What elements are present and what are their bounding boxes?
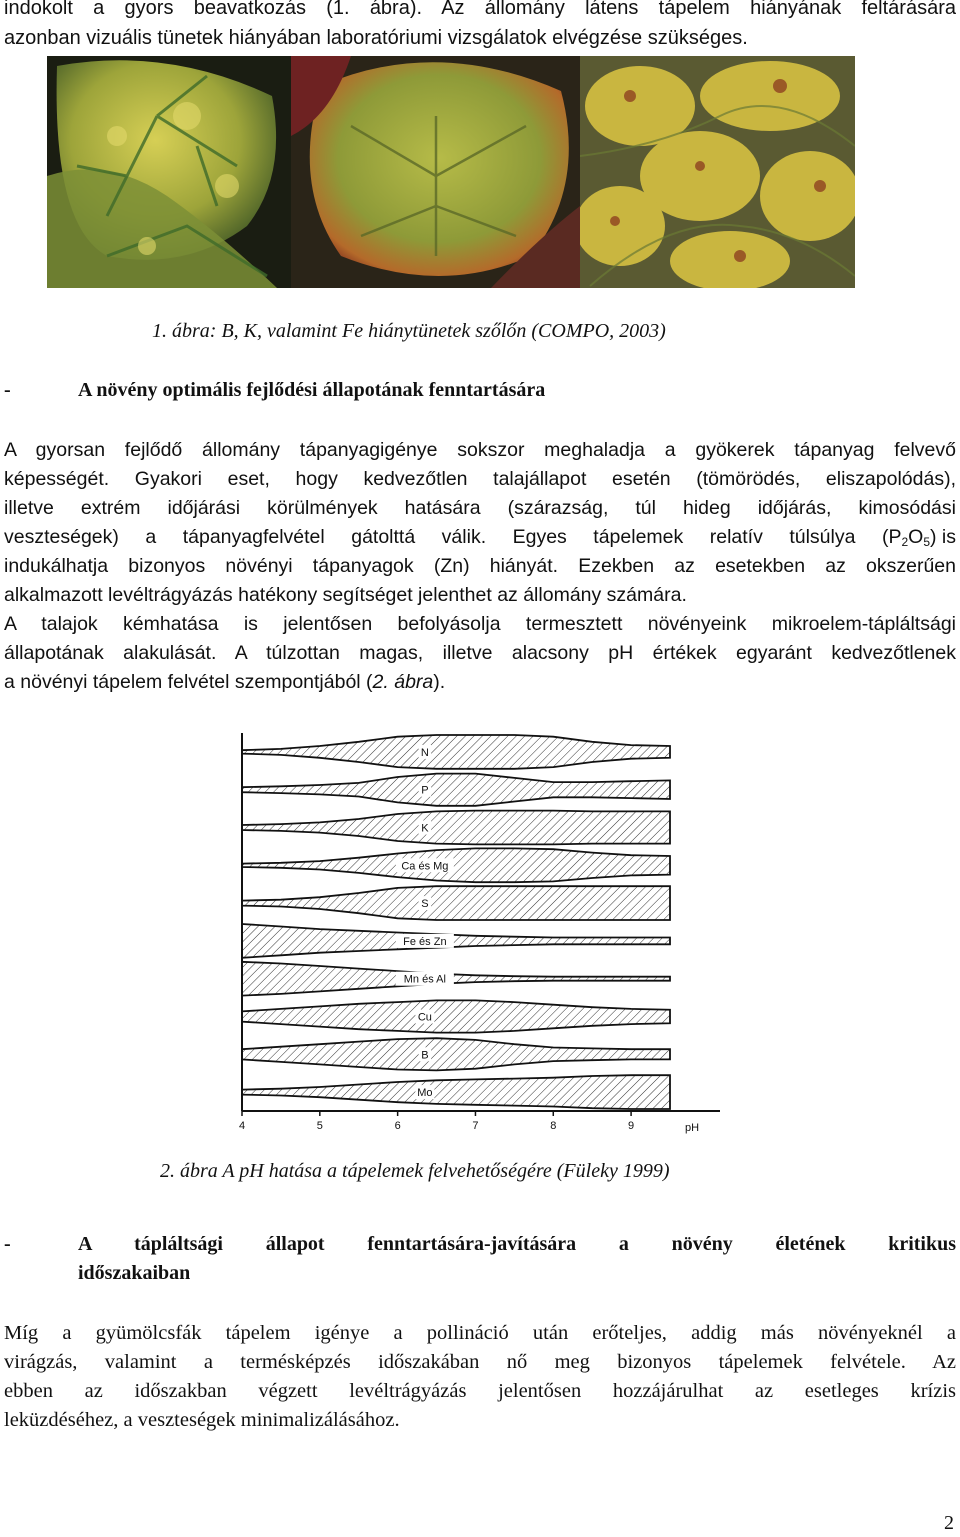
x-tick-label-4: 4 xyxy=(238,1120,246,1132)
subscript-2: 2 xyxy=(901,535,909,549)
band-mn-és-al xyxy=(242,962,670,996)
band-label-ca-és-mg: Ca és Mg xyxy=(401,860,449,873)
band-cu xyxy=(242,1000,670,1032)
para2-line-1: Míg a gyümölcsfák tápelem igénye a pollináció után erőteljes, addig más növényeknél a xyxy=(4,1322,956,1344)
x-tick-label-9: 9 xyxy=(628,1120,635,1132)
band-s xyxy=(242,886,670,920)
para1-line-8: állapotának alakulását. A túlzottan magas, illetve alacsony pH értékek egyaránt kedvezőtlenek xyxy=(4,642,956,664)
chart-bands xyxy=(242,735,670,1109)
band-label-fe-és-zn: Fe és Zn xyxy=(403,935,447,948)
band-label-b: B xyxy=(421,1049,429,1062)
para1-line-9 xyxy=(4,668,956,697)
x-axis-label: pH xyxy=(684,1122,700,1134)
figure2-reference: 2. ábra xyxy=(372,671,434,693)
band-label-k: K xyxy=(421,822,429,835)
para1-line-5: indukálhatja bizonyos növényi tápanyagok (Zn) hiányát. Ezekben az esetekben az okszerűen xyxy=(4,555,956,577)
para1-line-6: alkalmazott levéltrágyázás hatékony segítséget jelenthet az állomány számára. xyxy=(4,584,687,606)
para2-line-2: virágzás, valamint a termésképzés időszakában nő meg bizonyos tápelemek felvétele. Az xyxy=(4,1351,956,1373)
section2-dash: - xyxy=(4,1233,11,1255)
band-label-p: P xyxy=(421,784,429,797)
ph-nutrient-chart xyxy=(230,725,730,1145)
subscript-5: 5 xyxy=(923,535,930,549)
band-label-mo: Mo xyxy=(417,1087,433,1100)
section1-title: A növény optimális fejlődési állapotának fenntartására xyxy=(78,379,546,401)
para1-end: ). xyxy=(433,671,446,693)
band-p xyxy=(242,774,670,806)
x-tick-label-7: 7 xyxy=(472,1120,479,1132)
para1-line-9-text: a növényi tápelem felvétel szempontjából ( xyxy=(4,671,373,693)
figure1-caption: 1. ábra: B, K, valamint Fe hiánytünetek szőlőn (COMPO, 2003) xyxy=(152,320,666,342)
para2-line-4: leküzdéséhez, a veszteségek minimalizálásához. xyxy=(4,1409,400,1431)
band-ca-és-mg xyxy=(242,848,670,882)
photo-potassium-deficiency xyxy=(291,56,580,288)
band-label-n: N xyxy=(420,746,429,759)
photo-boron-deficiency xyxy=(47,56,291,288)
band-mo xyxy=(242,1075,670,1109)
intro-line-1: indokolt a gyors beavatkozás (1. ábra). Az állomány látens tápelem hiányának feltárására xyxy=(4,0,956,19)
x-tick-label-8: 8 xyxy=(550,1120,557,1132)
x-tick-label-5: 5 xyxy=(316,1120,323,1132)
section2-title-line-2: időszakaiban xyxy=(78,1262,191,1284)
band-b xyxy=(242,1038,670,1070)
band-label-cu: Cu xyxy=(417,1011,432,1024)
page-number: 2 xyxy=(944,1512,954,1534)
section1-dash: - xyxy=(4,379,11,401)
para1-line-2: képességét. Gyakori eset, hogy kedvezőtlen talajállapot esetén (tömörödés, eliszapolódás), xyxy=(4,468,956,490)
x-tick-label-6: 6 xyxy=(394,1120,401,1132)
para2-line-3: ebben az időszakban végzett levéltrágyázás jelentősen hozzájárulhat az esetleges krízis xyxy=(4,1380,956,1402)
section2-title-line-1: A tápláltsági állapot fenntartására-javítására a növény életének kritikus xyxy=(78,1233,956,1255)
band-label-s: S xyxy=(421,898,429,911)
band-fe-és-zn xyxy=(242,924,670,958)
para1-line-3: illetve extrém időjárási körülmények hatására (szárazság, túl hideg időjárás, kimosódási xyxy=(4,497,956,519)
formula-o: O xyxy=(908,526,924,548)
para1-line-7: A talajok kémhatása is jelentősen befolyásolja termesztett növényeink mikroelem-tápláltsági xyxy=(4,613,956,635)
photo-iron-deficiency xyxy=(580,56,855,288)
para1-line-1: A gyorsan fejlődő állomány tápanyagigénye sokszor meghaladja a gyökerek tápanyag felvevő xyxy=(4,439,956,461)
para1-line-4-tail: ) is xyxy=(930,526,956,548)
para1-line-4-text: veszteségek) a tápanyagfelvétel gátolttá válik. Egyes tápelemek relatív túlsúlya (P xyxy=(4,526,902,548)
intro-line-2: azonban vizuális tünetek hiányában laboratóriumi vizsgálatok elvégzése szükséges. xyxy=(4,27,748,49)
figure2-caption: 2. ábra A pH hatása a tápelemek felvehetőségére (Füleky 1999) xyxy=(160,1160,670,1182)
band-k xyxy=(242,811,670,845)
band-label-mn-és-al: Mn és Al xyxy=(403,973,446,986)
band-n xyxy=(242,735,670,769)
